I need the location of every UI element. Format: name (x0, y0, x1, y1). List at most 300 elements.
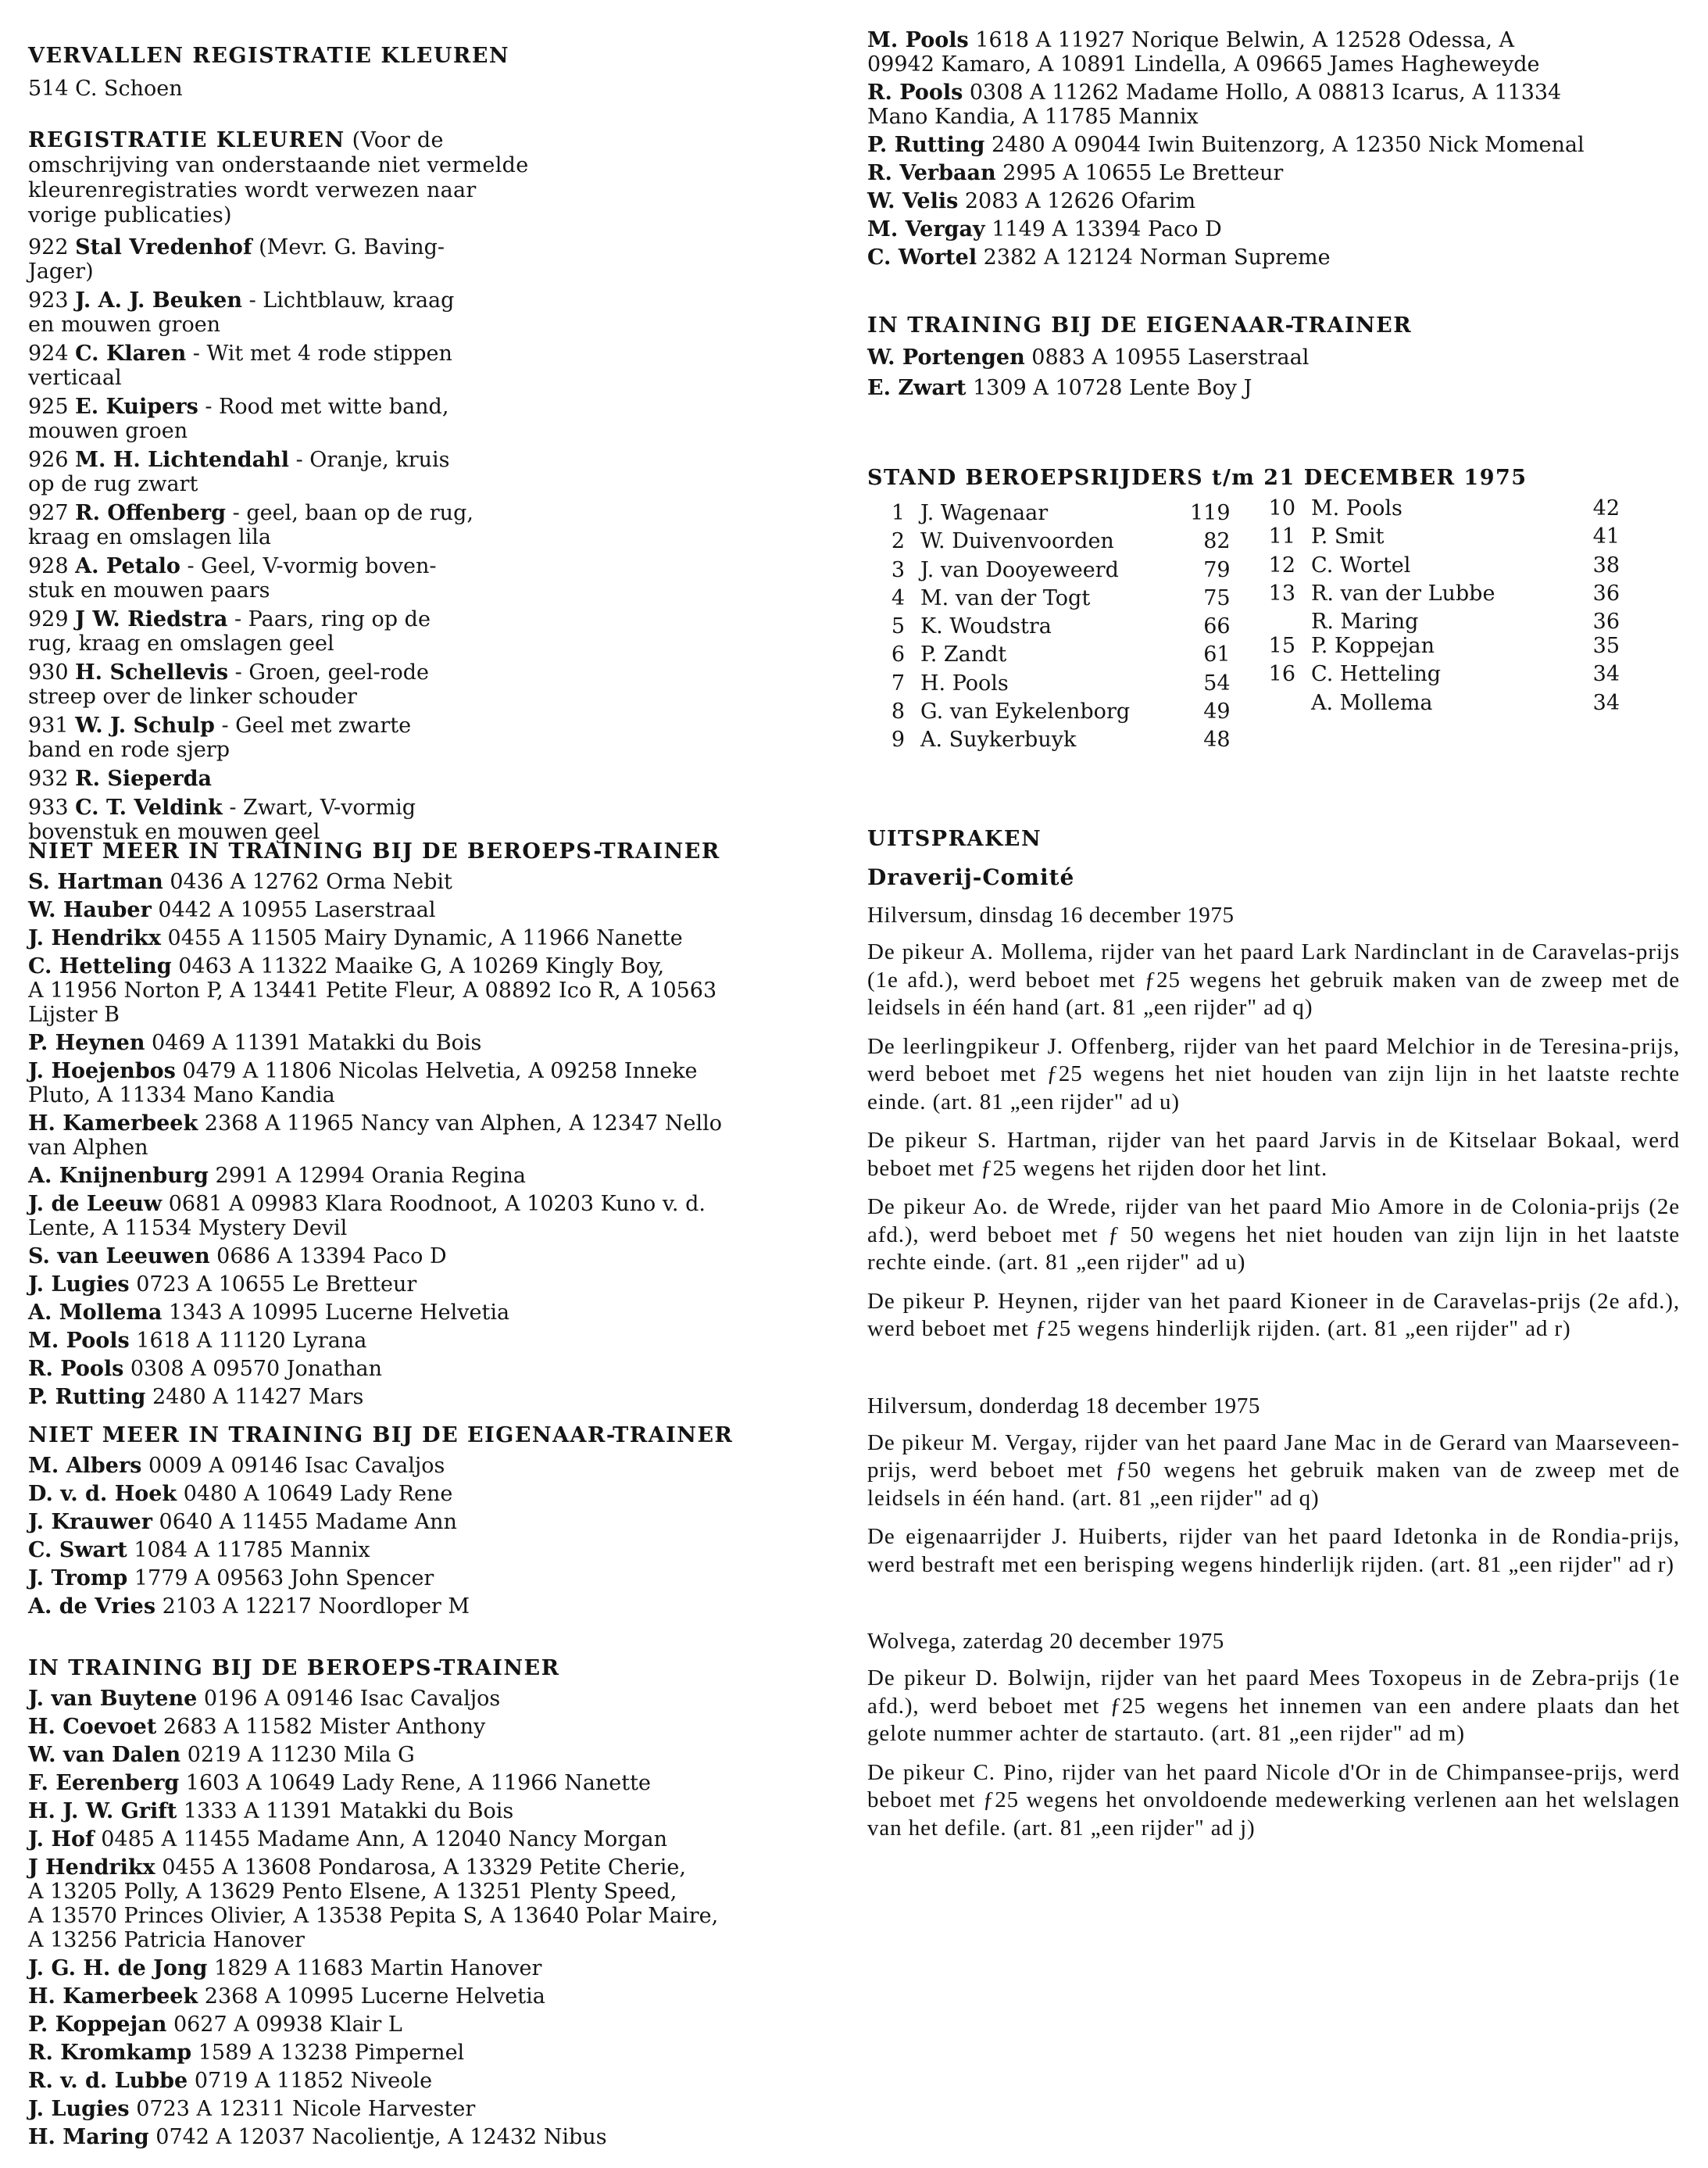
in-eigenaar-list (867, 345, 1680, 400)
registratie-owner: C. T. Veldink (75, 796, 223, 820)
in-beroeps-list (28, 1687, 825, 2149)
registratie-owner: E. Kuipers (75, 395, 198, 419)
in-beroeps-item (28, 1984, 825, 2009)
standings-name: M. van der Togt (920, 585, 1091, 610)
standings-points: 82 (1203, 529, 1231, 554)
niet-beroeps-item-line (28, 1357, 825, 1381)
registratie-heading-bold: REGISTRATIE KLEUREN (28, 128, 345, 152)
horse-entries: 1603 A 10649 Lady Rene, A 11966 Nanette (179, 1771, 651, 1795)
horse-entries: 0442 A 10955 Laserstraal (151, 898, 436, 922)
date-wolvega-20: Wolvega, zaterdag 20 december 1975 (867, 1629, 1224, 1654)
trainer-name: R. Verbaan (867, 161, 996, 185)
niet-beroeps-section (28, 839, 825, 1413)
registratie-number: 924 (28, 342, 69, 366)
standings-points: 75 (1203, 585, 1231, 610)
in-beroeps-item-line (28, 2125, 825, 2149)
horse-entries-cont: A 13570 Princes Olivier, A 13538 Pepita S, A 13640 Polar Maire, (28, 1904, 719, 1928)
standings-points: 38 (1592, 553, 1620, 578)
niet-eigenaar-item (28, 1538, 825, 1562)
niet-beroeps-item (28, 1272, 825, 1297)
registratie-item (28, 448, 825, 496)
ruling-paragraph: De pikeur S. Hartman, rijder van het paard Jarvis in de Kitselaar Bokaal, werd beboet met ƒ25 wegens het rijden door het lint. (867, 1128, 1680, 1181)
in-beroeps-item-line (28, 1956, 825, 1980)
niet-beroeps-item (28, 1059, 825, 1107)
standings-rank: 5 (891, 614, 905, 639)
standings-row (1258, 581, 1620, 610)
niet-beroeps-item (28, 870, 825, 894)
continued-item-line (867, 80, 1680, 105)
standings-row (867, 614, 1231, 642)
standings-row (867, 671, 1231, 699)
horse-entries: 0196 A 09146 Isac Cavaljos (197, 1687, 501, 1711)
standings-name: R. van der Lubbe (1311, 581, 1495, 606)
trainer-name: R. v. d. Lubbe (28, 2069, 188, 2093)
continued-item-line (867, 133, 1680, 157)
in-beroeps-item (28, 2012, 825, 2037)
niet-beroeps-item (28, 1329, 825, 1353)
horse-entries: 0308 A 11262 Madame Hollo, A 08813 Icarus, A 11334 (963, 80, 1562, 105)
standings-name: W. Duivenvoorden (920, 529, 1114, 554)
date-hilversum-18: Hilversum, donderdag 18 december 1975 (867, 1393, 1260, 1419)
in-beroeps-item (28, 1827, 825, 1851)
registratie-colors: (Mevr. G. Baving- (252, 235, 445, 259)
continued-item (867, 133, 1680, 157)
in-beroeps-item (28, 1687, 825, 1711)
standings-points: 42 (1592, 496, 1620, 521)
registratie-colors: - Oranje, kruis (289, 448, 450, 472)
niet-eigenaar-item-line (28, 1510, 825, 1534)
registratie-colors: - Lichtblauw, kraag (242, 288, 455, 313)
in-beroeps-item-line (28, 1855, 825, 1880)
horse-entries: 0219 A 11230 Mila G (180, 1743, 415, 1767)
niet-eigenaar-list (28, 1454, 825, 1619)
horse-entries: 1618 A 11120 Lyrana (129, 1329, 367, 1353)
registratie-line (28, 448, 825, 472)
standings-row (1258, 553, 1620, 581)
standings-row (1258, 662, 1620, 690)
horse-entries: 0640 A 11455 Madame Ann (152, 1510, 457, 1534)
in-beroeps-item-line (28, 1984, 825, 2009)
standings-rank: 7 (891, 671, 905, 696)
standings-rank: 8 (891, 699, 905, 724)
standings-row (1258, 634, 1620, 662)
horse-entries: 0480 A 10649 Lady Rene (177, 1482, 453, 1506)
trainer-name: W. Hauber (28, 898, 152, 922)
registratie-number: 931 (28, 714, 69, 738)
niet-beroeps-item-line (28, 1385, 825, 1409)
niet-beroeps-item (28, 954, 825, 1027)
registratie-line (28, 796, 825, 820)
standings-row (867, 728, 1231, 756)
niet-beroeps-item (28, 1300, 825, 1325)
trainer-name: R. Pools (867, 80, 963, 105)
in-beroeps-item (28, 2097, 825, 2121)
registratie-colors-cont: mouwen groen (28, 419, 188, 443)
horse-entries: 0723 A 10655 Le Bretteur (129, 1272, 417, 1297)
registratie-colors: - Groen, geel-rode (228, 660, 430, 685)
standings-name: C. Hetteling (1311, 662, 1442, 687)
horse-entries: 0485 A 11455 Madame Ann, A 12040 Nancy Morgan (94, 1827, 667, 1851)
registratie-heading (28, 128, 536, 228)
continued-item (867, 161, 1680, 185)
registratie-colors: - Paars, ring op de (227, 607, 431, 631)
standings-points: 34 (1592, 690, 1620, 715)
registratie-colors-cont: bovenstuk en mouwen geel (28, 820, 320, 844)
registratie-heading-text: (Voor de omschrijving van onderstaande niet vermelde kleurenregistraties wordt verwezen naar vorige publicaties) (28, 128, 529, 227)
standings-name: K. Woudstra (920, 614, 1052, 639)
horse-entries: 0469 A 11391 Matakki du Bois (145, 1031, 482, 1055)
in-beroeps-item (28, 2125, 825, 2149)
registratie-colors-cont: band en rode sjerp (28, 738, 230, 762)
registratie-item (28, 554, 825, 603)
niet-eigenaar-item-line (28, 1566, 825, 1590)
horse-entries: 1149 A 13394 Paco D (984, 217, 1222, 241)
niet-beroeps-item-line (28, 926, 825, 950)
niet-beroeps-item-line (28, 954, 825, 978)
date-hilversum-16: Hilversum, dinsdag 16 december 1975 (867, 903, 1235, 928)
niet-beroeps-item (28, 1031, 825, 1055)
niet-eigenaar-heading: NIET MEER IN TRAINING BIJ DE EIGENAAR-TRAINER (28, 1423, 734, 1447)
registratie-owner: R. Offenberg (75, 501, 227, 525)
registratie-line (28, 714, 825, 738)
registratie-colors-cont: verticaal (28, 366, 122, 390)
trainer-name: J. Hof (28, 1827, 95, 1851)
niet-beroeps-item-line (28, 1059, 825, 1083)
continued-item (867, 245, 1680, 270)
niet-beroeps-item-line (28, 1329, 825, 1353)
horse-entries: 2382 A 12124 Norman Supreme (977, 245, 1331, 270)
in-beroeps-item-line (28, 1715, 825, 1739)
registratie-item (28, 796, 825, 844)
standings-name: R. Maring (1311, 610, 1419, 635)
niet-eigenaar-item (28, 1566, 825, 1590)
standings-rank: 10 (1268, 496, 1295, 521)
standings-row (867, 501, 1231, 529)
standings-rank (1258, 691, 1311, 715)
horse-entries-cont: 09942 Kamaro, A 10891 Lindella, A 09665 James Hagheweyde (867, 52, 1540, 77)
registratie-item (28, 235, 825, 284)
registratie-colors: - Wit met 4 rode stippen (186, 342, 452, 366)
standings-row (867, 586, 1231, 614)
registratie-number: 926 (28, 448, 69, 472)
vervallen-line: 514 C. Schoen (28, 77, 183, 101)
standings-row (867, 642, 1231, 671)
registratie-line (28, 501, 825, 525)
registratie-item (28, 660, 825, 709)
niet-eigenaar-item (28, 1510, 825, 1534)
niet-beroeps-list (28, 870, 825, 1409)
niet-eigenaar-item-line (28, 1454, 825, 1478)
registratie-item (28, 767, 825, 791)
in-beroeps-item-line (28, 2097, 825, 2121)
registratie-owner: C. Klaren (75, 342, 187, 366)
in-beroeps-item-line (28, 2012, 825, 2037)
registratie-owner: Stal Vredenhof (75, 235, 252, 259)
in-beroeps-section (28, 1655, 825, 2153)
trainer-name: J. Lugies (28, 2097, 130, 2121)
ruling-paragraph: De pikeur P. Heynen, rijder van het paard Kioneer in de Caravelas-prijs (2e afd.), werd beboet met ƒ25 wegens hinderlijk rijden. (art. 81 „een rijder" ad r) (867, 1288, 1680, 1341)
niet-beroeps-item (28, 1244, 825, 1268)
horse-entries-cont: A 11956 Norton P, A 13441 Petite Fleur, A 08892 Ico R, A 10563 (28, 978, 717, 1003)
niet-beroeps-heading: NIET MEER IN TRAINING BIJ DE BEROEPS-TRAINER (28, 839, 720, 864)
niet-beroeps-item (28, 1164, 825, 1188)
niet-beroeps-item-line (28, 898, 825, 922)
in-eigenaar-item-line (867, 376, 1680, 400)
horse-entries: 2991 A 12994 Orania Regina (208, 1164, 526, 1188)
continued-item-line (867, 189, 1680, 213)
standings-name: H. Pools (920, 671, 1009, 696)
in-eigenaar-item (867, 376, 1680, 400)
niet-beroeps-item-line (28, 1192, 825, 1216)
horse-entries: 0883 A 10955 Laserstraal (1024, 345, 1310, 370)
trainer-name: J. van Buytene (28, 1687, 198, 1711)
registratie-number: 930 (28, 660, 69, 685)
continued-item-line (867, 28, 1680, 52)
horse-entries: 2480 A 11427 Mars (145, 1385, 364, 1409)
trainer-name: C. Hetteling (28, 954, 172, 978)
stand-heading: STAND BEROEPSRIJDERS t/m 21 DECEMBER 1975 (867, 466, 1528, 490)
in-eigenaar-section (867, 313, 1680, 406)
in-beroeps-item-line (28, 1799, 825, 1823)
registratie-item (28, 288, 825, 337)
continued-item (867, 80, 1680, 129)
standings-rank: 9 (891, 728, 905, 753)
trainer-name: J. de Leeuw (28, 1192, 163, 1216)
registratie-number: 923 (28, 288, 69, 313)
horse-entries: 0463 A 11322 Maaike G, A 10269 Kingly Boy, (171, 954, 665, 978)
horse-entries: 0479 A 11806 Nicolas Helvetia, A 09258 Inneke (175, 1059, 698, 1083)
trainer-name: C. Wortel (867, 245, 977, 270)
horse-entries: 1309 A 10728 Lente Boy J (966, 376, 1252, 400)
standings-name: C. Wortel (1311, 553, 1411, 578)
niet-beroeps-item-line (28, 1031, 825, 1055)
standings-points: 35 (1592, 634, 1620, 659)
in-beroeps-heading: IN TRAINING BIJ DE BEROEPS-TRAINER (28, 1656, 560, 1680)
registratie-line (28, 235, 825, 259)
continued-item-line (867, 161, 1680, 185)
trainer-name: H. Kamerbeek (28, 1111, 198, 1136)
stand-table-left (867, 501, 1231, 757)
trainer-name: C. Swart (28, 1538, 127, 1562)
registratie-line (28, 607, 825, 631)
trainer-name: P. Rutting (28, 1385, 146, 1409)
trainer-name: A. Mollema (28, 1300, 163, 1325)
in-beroeps-item-line (28, 2041, 825, 2065)
ruling-paragraph: De leerlingpikeur J. Offenberg, rijder van het paard Melchior in de Teresina-prijs, werd beboet met ƒ25 wegens het niet houden van zijn lijn in het laatste rechte einde. (art. 81 „een rijder" ad u) (867, 1033, 1680, 1114)
trainer-name: J. G. H. de Jong (28, 1956, 208, 1980)
niet-eigenaar-item-line (28, 1482, 825, 1506)
in-beroeps-item-line (28, 1687, 825, 1711)
registratie-line (28, 395, 825, 419)
standings-points: 79 (1203, 557, 1231, 582)
registratie-colors: - Rood met witte band, (198, 395, 449, 419)
standings-row (1258, 610, 1620, 634)
continued-item (867, 189, 1680, 213)
trainer-name: S. van Leeuwen (28, 1244, 210, 1268)
registratie-colors-cont: en mouwen groen (28, 313, 221, 337)
stand-table-right (1258, 496, 1620, 715)
standings-rank: 3 (891, 557, 905, 582)
standings-rank: 2 (891, 529, 905, 554)
trainer-name: M. Albers (28, 1454, 142, 1478)
niet-eigenaar-item (28, 1454, 825, 1478)
standings-name: J. Wagenaar (920, 501, 1049, 525)
trainer-name: R. Pools (28, 1357, 124, 1381)
in-beroeps-item (28, 2069, 825, 2093)
trainer-name: J. Krauwer (28, 1510, 152, 1534)
niet-beroeps-item-line (28, 1111, 825, 1136)
horse-entries: 1343 A 10995 Lucerne Helvetia (162, 1300, 510, 1325)
continued-item (867, 28, 1680, 77)
registratie-line (28, 554, 825, 578)
standings-points: 41 (1592, 524, 1620, 549)
continued-item-line (867, 245, 1680, 270)
ruling-paragraph: De pikeur Ao. de Wrede, rijder van het paard Mio Amore in de Colonia-prijs (2e afd.), werd beboet met ƒ 50 wegens het niet houden van zijn lijn in het laatste rechte einde. (art. 81 „een rijder" ad u) (867, 1194, 1680, 1275)
registratie-line (28, 660, 825, 685)
standings-name: P. Koppejan (1311, 634, 1435, 659)
horse-entries: 2995 A 10655 Le Bretteur (995, 161, 1284, 185)
standings-rank: 15 (1268, 634, 1295, 659)
registratie-owner: J. A. J. Beuken (75, 288, 242, 313)
registratie-owner: J W. Riedstra (75, 607, 228, 631)
ruling-paragraph: De eigenaarrijder J. Huiberts, rijder van het paard Idetonka in de Rondia-prijs, werd bestraft met een berisping wegens hinderlijk rijden. (art. 81 „een rijder" ad r) (867, 1524, 1680, 1577)
ruling-paragraph: De pikeur D. Bolwijn, rijder van het paard Mees Toxopeus in de Zebra-prijs (1e afd.), werd beboet met ƒ25 wegens het innemen van een andere plaats dan het gelote nummer achter de startauto. (art. 81 „een rijder" ad m) (867, 1665, 1680, 1746)
continued-list-section (867, 28, 1680, 274)
ruling-paragraph: De pikeur A. Mollema, rijder van het paard Lark Nardinclant in de Caravelas-prijs (1e afd.), werd beboet met ƒ25 wegens het gebruik maken van de zweep met de leidsels in één hand (art. 81 „een rijder" ad q) (867, 939, 1680, 1020)
standings-points: 66 (1203, 614, 1231, 639)
horse-entries-cont: A 13256 Patricia Hanover (28, 1928, 305, 1952)
registratie-number: 922 (28, 235, 69, 259)
registratie-item (28, 395, 825, 443)
trainer-name: W. van Dalen (28, 1743, 181, 1767)
in-beroeps-item (28, 1956, 825, 1980)
vervallen-section (28, 43, 825, 103)
horse-entries-cont: van Alphen (28, 1136, 148, 1160)
horse-entries: 1618 A 11927 Norique Belwin, A 12528 Odessa, A (968, 28, 1515, 52)
niet-beroeps-item (28, 1192, 825, 1240)
in-beroeps-item (28, 1743, 825, 1767)
in-beroeps-item-line (28, 2069, 825, 2093)
horse-entries: 1589 A 13238 Pimpernel (191, 2041, 465, 2065)
standings-points: 48 (1203, 728, 1231, 753)
standings-points: 49 (1203, 699, 1231, 724)
niet-beroeps-item-line (28, 1244, 825, 1268)
standings-rank: 11 (1268, 524, 1295, 549)
registratie-colors-cont: stuk en mouwen paars (28, 578, 270, 603)
stand-section (867, 465, 1680, 775)
trainer-name: D. v. d. Hoek (28, 1482, 177, 1506)
registratie-list (28, 235, 825, 844)
registratie-owner: H. Schellevis (75, 660, 229, 685)
in-beroeps-item (28, 2041, 825, 2065)
trainer-name: J. Lugies (28, 1272, 130, 1297)
standings-name: P. Zandt (920, 642, 1007, 667)
horse-entries: 2103 A 12217 Noordloper M (155, 1594, 470, 1619)
standings-points: 36 (1592, 581, 1620, 606)
standings-row (1258, 524, 1620, 553)
niet-beroeps-item (28, 1111, 825, 1160)
horse-entries: 1829 A 11683 Martin Hanover (207, 1956, 542, 1980)
in-eigenaar-item (867, 345, 1680, 370)
registratie-number: 929 (28, 607, 69, 631)
uitspraken-section (867, 826, 1680, 1842)
niet-beroeps-item (28, 898, 825, 922)
niet-beroeps-item-line (28, 1300, 825, 1325)
horse-entries: 0742 A 12037 Nacolientje, A 12432 Nibus (148, 2125, 607, 2149)
registratie-colors-cont: streep over de linker schouder (28, 685, 357, 709)
registratie-number: 933 (28, 796, 69, 820)
trainer-name: S. Hartman (28, 870, 163, 894)
in-eigenaar-item-line (867, 345, 1680, 370)
registratie-owner: W. J. Schulp (75, 714, 215, 738)
trainer-name: R. Kromkamp (28, 2041, 192, 2065)
trainer-name: M. Pools (867, 28, 969, 52)
registratie-owner: R. Sieperda (75, 767, 212, 791)
niet-eigenaar-item (28, 1594, 825, 1619)
standings-rank: 4 (891, 585, 905, 610)
registratie-line (28, 767, 825, 791)
niet-eigenaar-section (28, 1422, 825, 1622)
continued-item-line (867, 217, 1680, 241)
horse-entries-cont: Lente, A 11534 Mystery Devil (28, 1216, 348, 1240)
uitspraken-heading: UITSPRAKEN (867, 827, 1042, 851)
stand-tables (867, 496, 1680, 775)
horse-entries: 0436 A 12762 Orma Nebit (163, 870, 452, 894)
standings-name: G. van Eykelenborg (920, 699, 1131, 724)
horse-entries: 0627 A 09938 Klair L (166, 2012, 402, 2037)
registratie-line (28, 288, 825, 313)
standings-row (867, 558, 1231, 586)
registratie-owner: A. Petalo (75, 554, 180, 578)
horse-entries: 0686 A 13394 Paco D (209, 1244, 447, 1268)
horse-entries: 1084 A 11785 Mannix (127, 1538, 370, 1562)
continued-item (867, 217, 1680, 241)
standings-points: 54 (1203, 671, 1231, 696)
trainer-name: A. Knijnenburg (28, 1164, 209, 1188)
ruling-paragraph: De pikeur M. Vergay, rijder van het paard Jane Mac in de Gerard van Maarseveen-prijs, werd beboet met ƒ50 wegens het gebruik maken van de zweep met de leidsels in één hand. (art. 81 „een rijder" ad q) (867, 1429, 1680, 1511)
trainer-name: A. de Vries (28, 1594, 156, 1619)
in-eigenaar-heading: IN TRAINING BIJ DE EIGENAAR-TRAINER (867, 313, 1413, 338)
standings-points: 36 (1592, 610, 1620, 635)
registratie-colors-cont: kraag en omslagen lila (28, 525, 271, 549)
horse-entries: 0719 A 11852 Niveole (188, 2069, 433, 2093)
registratie-colors-cont: rug, kraag en omslagen geel (28, 631, 334, 656)
horse-entries: 0308 A 09570 Jonathan (123, 1357, 383, 1381)
horse-entries: 2683 A 11582 Mister Anthony (156, 1715, 486, 1739)
trainer-name: E. Zwart (867, 376, 967, 400)
registratie-colors: - Geel met zwarte (214, 714, 412, 738)
uitspraken-subheading: Draverij-Comité (867, 864, 1075, 890)
registratie-item (28, 714, 825, 762)
trainer-name: W. Velis (867, 189, 959, 213)
standings-rank (1258, 610, 1311, 634)
horse-entries: 2083 A 12626 Ofarim (958, 189, 1196, 213)
registratie-owner: M. H. Lichtendahl (75, 448, 289, 472)
niet-beroeps-item-line (28, 1272, 825, 1297)
horse-entries: 0455 A 13608 Pondarosa, A 13329 Petite Cherie, (155, 1855, 686, 1880)
continued-list (867, 28, 1680, 270)
standings-row (867, 529, 1231, 557)
in-beroeps-item (28, 1771, 825, 1795)
horse-entries-cont: Pluto, A 11334 Mano Kandia (28, 1083, 335, 1107)
ruling-paragraph: De pikeur C. Pino, rijder van het paard Nicole d'Or in de Chimpansee-prijs, werd beboet met ƒ25 wegens het onvoldoende medewerking verlenen aan het welslagen van het defile. (art. 81 „een rijder" ad j) (867, 1759, 1680, 1841)
registratie-item (28, 607, 825, 656)
registratie-number: 928 (28, 554, 69, 578)
standings-row (1258, 691, 1620, 715)
trainer-name: J. Hendrikx (28, 926, 161, 950)
niet-beroeps-item (28, 1357, 825, 1381)
standings-rank: 13 (1268, 581, 1295, 606)
